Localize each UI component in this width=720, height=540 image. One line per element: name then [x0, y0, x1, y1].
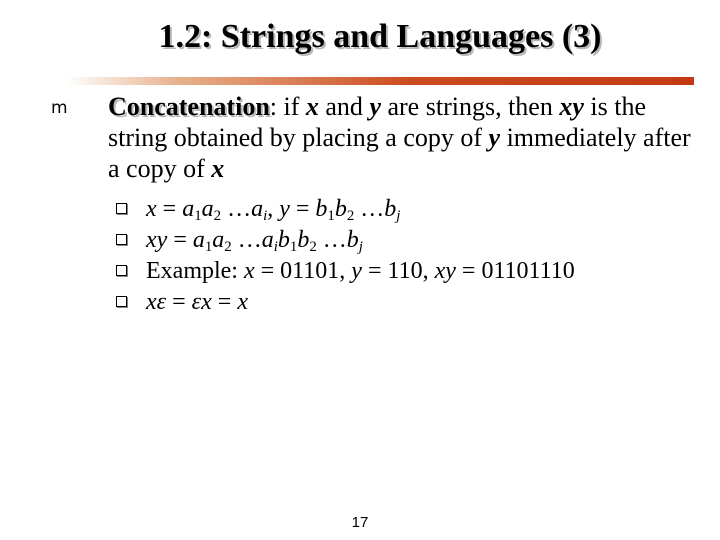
checkbox-bullet-icon	[116, 234, 127, 245]
slide-title: 1.2: Strings and Languages (3)	[158, 18, 602, 55]
title-underline	[66, 77, 694, 85]
term-concatenation: Concatenation	[108, 92, 270, 121]
definition-text: and	[318, 92, 370, 121]
var-x: x	[305, 92, 319, 121]
definition-text: : if	[269, 92, 306, 121]
var-y: y	[488, 123, 501, 152]
var-x: x	[211, 154, 225, 183]
checkbox-bullet-icon	[116, 296, 127, 307]
sub-item-concatenated: xy = $a_1a_2$ $\dots a_ib_1b_2$ $\dots b_j$	[116, 225, 716, 255]
checkbox-bullet-icon	[116, 265, 127, 276]
definition-text: immediately after a copy of	[108, 123, 691, 183]
definition-text: is the string obtained by placing a copy of	[108, 92, 646, 152]
sub-item-strings: $x = a_1a_2$ $\dots a_i$, $y = b_1b_2$ $\dots b_j$	[116, 194, 716, 224]
checkbox-bullet-icon	[116, 203, 127, 214]
page-number: 17	[351, 514, 369, 531]
var-xy: xy	[559, 92, 584, 121]
definition-text: are strings, then	[380, 92, 560, 121]
concatenation-definition	[108, 91, 708, 184]
sub-item-example: Example: x = 01101, y = 110, xy = 01101110	[116, 256, 716, 286]
var-y: y	[369, 92, 381, 121]
main-bullet-icon: m	[51, 98, 68, 118]
sub-item-identity: xε = εx = x	[116, 287, 716, 317]
